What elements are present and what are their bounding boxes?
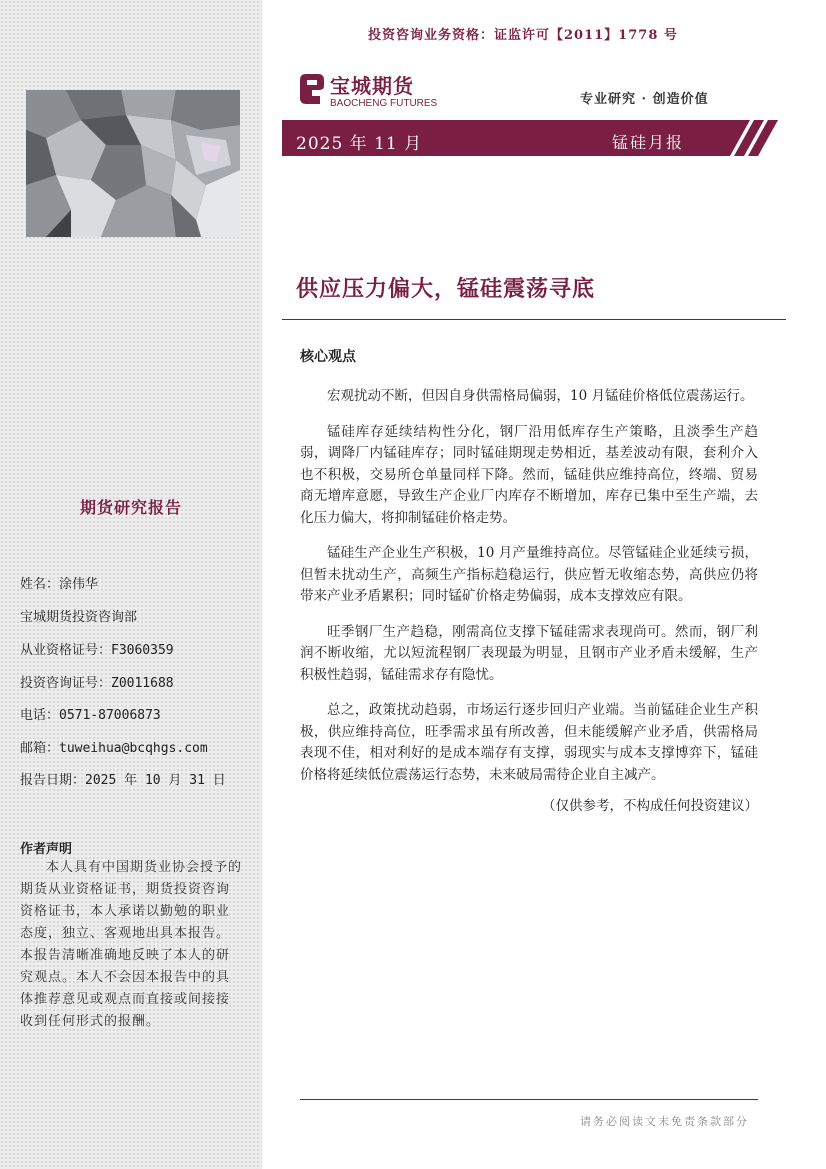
declaration-body: 本人具有中国期货业协会授予的期货从业资格证书，期货投资咨询资格证书，本人承诺以勤勉的职业态度，独立、客观地出具本报告。本报告清晰准确地反映了本人的研究观点。本人不会因本报告中的具体推荐意见或观点而直接或间接接收到任何形式的报酬。 [20,860,243,1029]
footer-note: 请务必阅读文末免责条款部分 [580,1115,749,1128]
declaration-title: 作者声明 [20,842,73,857]
paragraph: 宏观扰动不断，但因自身供需格局偏弱，10 月锰硅价格低位震荡运行。 [327,388,754,404]
report-title: 供应压力偏大，锰硅震荡寻底 [296,277,596,302]
qualification-number: 从业资格证号：F3060359 [20,643,174,658]
sidebar-heading: 期货研究报告 [79,498,182,517]
report-date: 报告日期：2025 年 10 月 31 日 [20,773,226,788]
consulting-number: 投资咨询证号：Z0011688 [20,676,174,691]
core-views-body [300,386,758,818]
license-text: 投资咨询业务资格：证监许可【2011】1778 号 [368,28,678,43]
logo-text: 宝城期货 [330,74,414,98]
slogan: 专业研究 · 创造价值 [580,92,709,107]
paragraph: 旺季钢厂生产趋稳，刚需高位支撑下锰硅需求表现尚可。然而，钢厂利润不断收缩，尤以短流程钢厂表现最为明显，且钢市产业矛盾未缓解，生产积极性趋弱，锰硅需求存有隐忧。 [300,623,758,683]
title-divider [282,319,786,320]
report-month: 2025 年 11 月 [296,134,423,154]
email: 邮箱：tuweihua@bcqhgs.com [20,741,208,756]
sidebar [0,0,262,1169]
logo-subtext: BAOCHENG FUTURES [330,98,438,109]
core-views-heading: 核心观点 [300,349,356,365]
logo-icon [298,72,326,110]
paragraph: 总之，政策扰动趋弱，市场运行逐步回归产业端。当前锰硅企业生产积极，供应维持高位，旺季需求虽有所改善，但未能缓解产业矛盾，供需格局表现不佳，相对利好的是成本端存有支撑，弱现实与成本支撑博弈下，锰硅价格将延续低位震荡运行态势，未来破局需待企业自主减产。 [300,702,758,783]
paragraph: 锰硅库存延续结构性分化，钢厂沿用低库存生产策略，且淡季生产趋弱，调降厂内锰硅库存；同时锰硅期现走势相近，基差波动有限，套利介入也不积极，交易所仓单量同样下降。然而，锰硅供应维持高位，终端、贸易商无增库意愿，导致生产企业厂内库存不断增加，库存已集中至生产端，去化压力偏大，将抑制锰硅价格走势。 [300,423,758,526]
author-name: 姓名：涂伟华 [20,577,99,592]
footer-divider [300,1099,758,1100]
report-type: 锰硅月报 [612,133,685,152]
phone: 电话：0571-87006873 [20,708,161,723]
paragraph: 锰硅生产企业生产积极，10 月产量维持高位。尽管锰硅企业延续亏损，但暂未扰动生产，高频生产指标趋稳运行，供应暂无收缩态势，高供应仍将带来产业矛盾累积；同时锰矿价格走势偏弱，成本支撑效应有限。 [300,545,758,604]
investment-disclaimer: （仅供参考，不构成任何投资建议） [542,798,758,814]
cover-photo [26,90,240,237]
author-department: 宝城期货投资咨询部 [20,610,138,625]
